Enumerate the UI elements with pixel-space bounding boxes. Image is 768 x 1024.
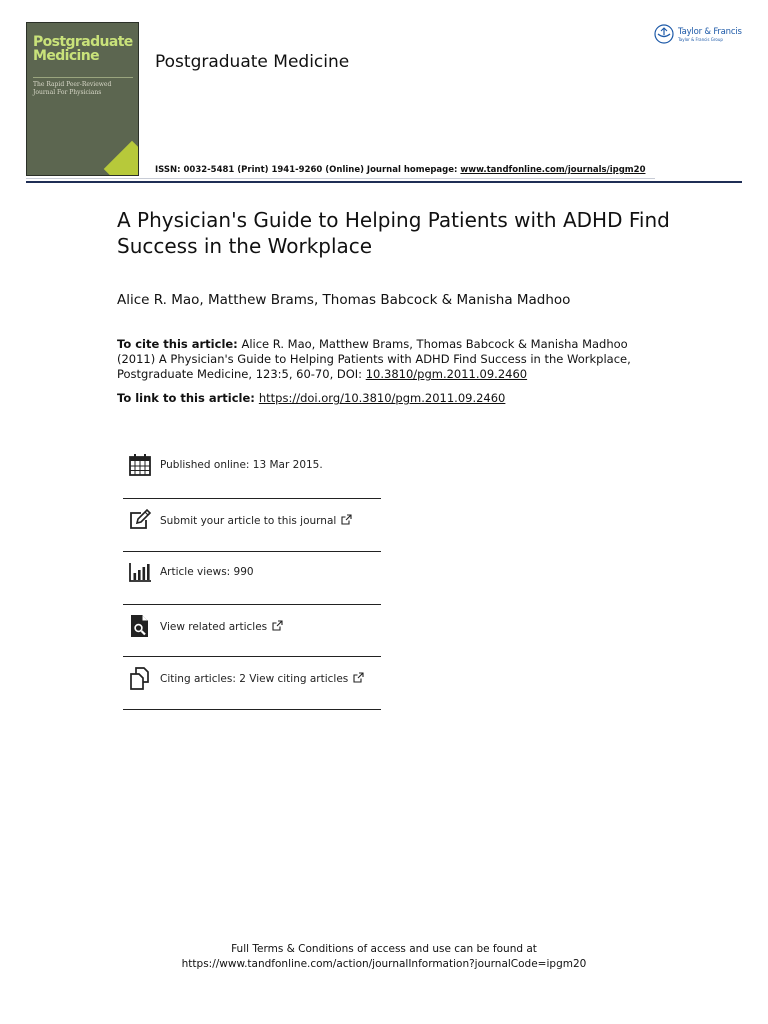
submit-article-label: Submit your article to this journal	[160, 514, 337, 527]
publisher-logo[interactable]	[654, 22, 742, 46]
citing-articles-row[interactable]	[123, 652, 381, 704]
calendar-icon	[127, 452, 153, 478]
footer-terms-text: Full Terms & Conditions of access and use can be found at	[231, 943, 537, 955]
citing-articles-label: Citing articles: 2 View citing articles	[160, 672, 349, 685]
related-articles-row[interactable]	[123, 600, 381, 652]
issn-text: ISSN: 0032-5481 (Print) 1941-9260 (Online) Journal homepage:	[155, 165, 461, 175]
cover-corner-badge	[104, 141, 139, 176]
citing-articles-icon	[127, 665, 153, 691]
citation-block	[117, 337, 657, 382]
header-divider	[26, 181, 742, 183]
related-articles-link[interactable]	[160, 620, 283, 633]
issn-line	[155, 165, 645, 175]
article-title: A Physician's Guide to Helping Patients with ADHD Find Success in the Workplace	[117, 208, 670, 258]
journal-name: Postgraduate Medicine	[155, 52, 350, 72]
search-document-icon	[127, 613, 153, 639]
divider	[123, 709, 381, 710]
article-views-row	[123, 546, 381, 598]
citing-articles-link[interactable]	[160, 672, 364, 685]
related-articles-label: View related articles	[160, 620, 268, 633]
journal-homepage-link[interactable]: www.tandfonline.com/journals/ipgm20	[460, 165, 646, 175]
submit-article-row[interactable]	[123, 494, 381, 546]
cite-label: To cite this article:	[117, 337, 238, 351]
external-link-icon	[341, 514, 352, 525]
cover-subtitle: The Rapid Peer-Reviewed Journal For Physicians	[33, 81, 112, 96]
article-url-link[interactable]: https://doi.org/10.3810/pgm.2011.09.2460	[258, 391, 506, 405]
edit-icon	[127, 507, 153, 533]
doi-link[interactable]: 10.3810/pgm.2011.09.2460	[365, 367, 528, 381]
header-divider-thin	[26, 178, 655, 179]
external-link-icon	[272, 620, 283, 631]
footer-terms-link[interactable]: https://www.tandfonline.com/action/journalInformation?journalCode=ipgm20	[181, 958, 587, 970]
published-online-row	[123, 439, 381, 491]
taylor-francis-icon	[654, 24, 674, 44]
link-label: To link to this article:	[117, 391, 259, 405]
cite-text: Alice R. Mao, Matthew Brams, Thomas Babcock & Manisha Madhoo (2011) A Physician's Guide to Helping Patients with ADHD Find Success in the Workplace, Postgraduate Medicine, 123:5, 60-70, DOI:	[117, 337, 631, 381]
submit-article-link[interactable]	[160, 514, 352, 527]
bar-chart-icon	[127, 559, 153, 585]
publisher-name: Taylor & Francis	[678, 26, 742, 37]
article-views-label: Article views: 990	[160, 566, 254, 578]
external-link-icon	[353, 672, 364, 683]
publisher-group: Taylor & Francis Group	[678, 36, 723, 42]
cover-title: Postgraduate Medicine	[33, 34, 133, 64]
published-online-label: Published online: 13 Mar 2015.	[160, 459, 323, 471]
cover-divider	[33, 77, 133, 78]
footer	[0, 942, 768, 972]
article-authors: Alice R. Mao, Matthew Brams, Thomas Babcock & Manisha Madhoo	[117, 292, 571, 308]
journal-cover-image	[26, 22, 139, 176]
link-line	[117, 391, 505, 406]
